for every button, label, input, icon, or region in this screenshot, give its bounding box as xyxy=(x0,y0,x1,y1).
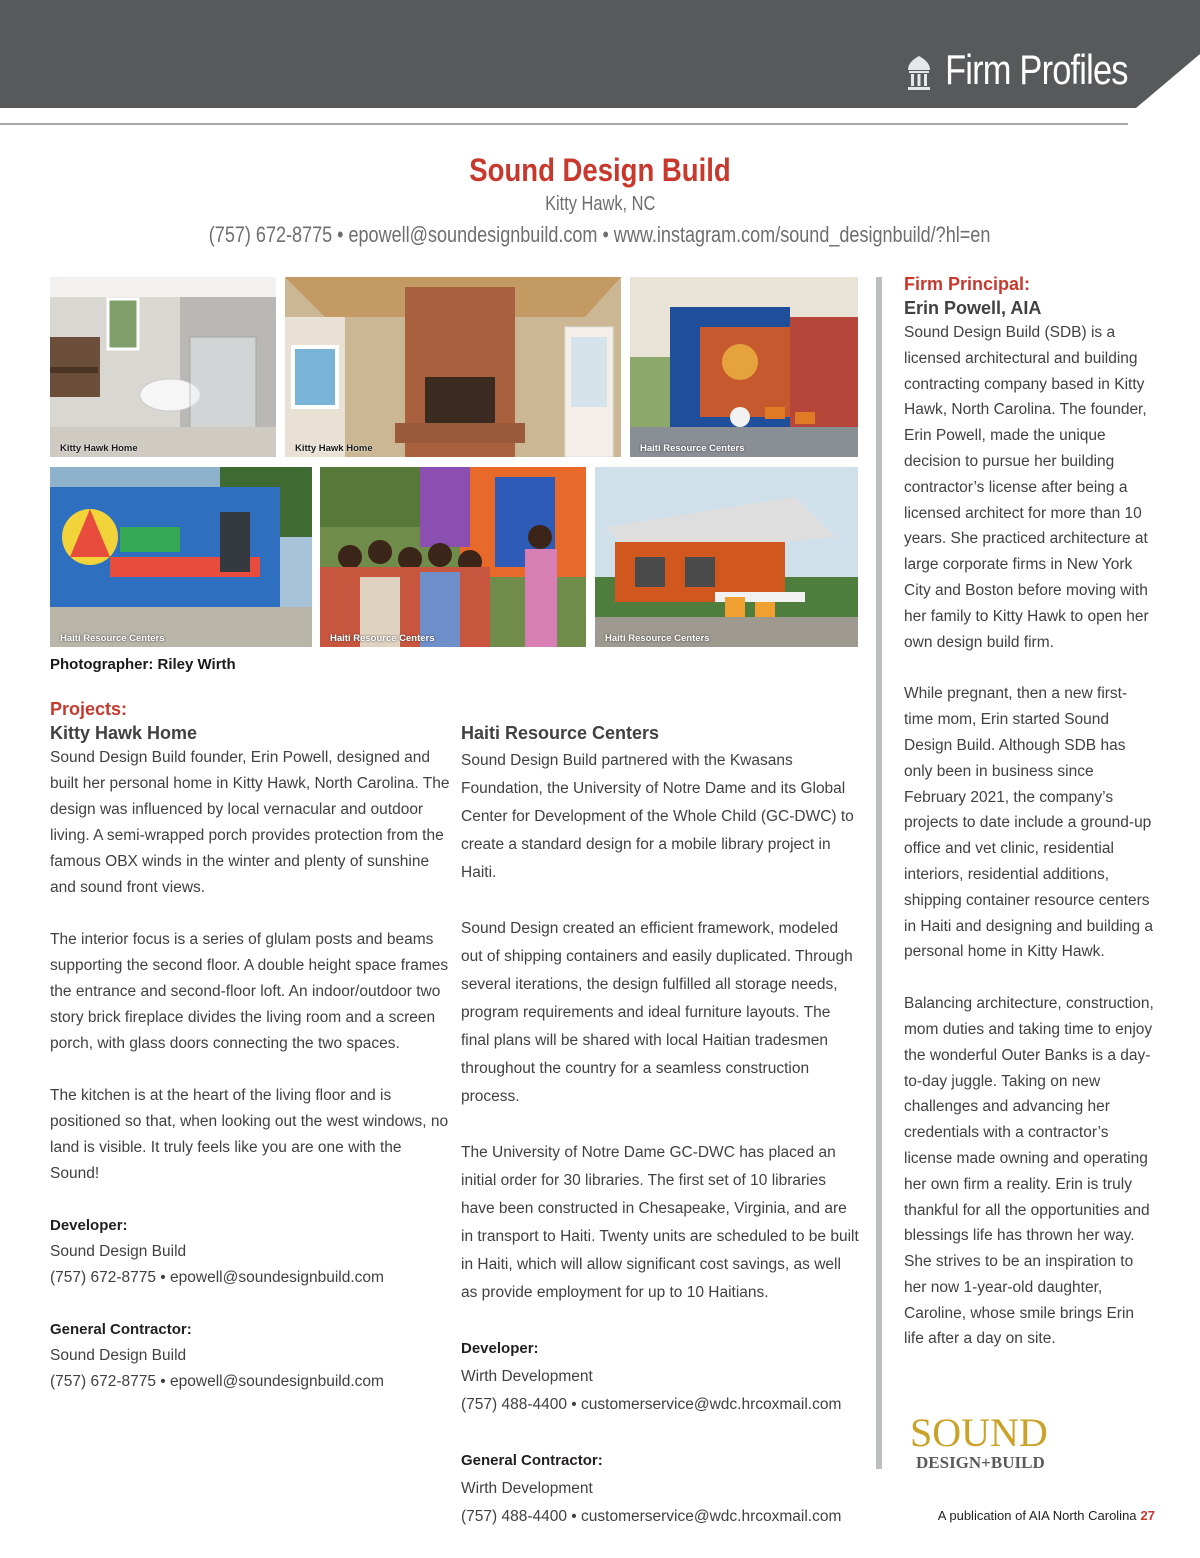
photographer-credit: Photographer: Riley Wirth xyxy=(50,656,236,673)
haiti-column xyxy=(461,721,861,1531)
kitty-hawk-paragraph-2: The interior focus is a series of glulam posts and beams supporting the second floor. A double height space frames the entrance and second-floor loft. An indoor/outdoor two story brick fireplace divides the living room and a screen porch, with glass doors connecting the two spaces. xyxy=(50,931,449,1052)
photo-haiti-children xyxy=(320,467,586,647)
section-title xyxy=(945,46,1128,94)
kitty-hawk-column xyxy=(50,697,450,1395)
principal-column xyxy=(904,272,1154,1352)
kitty-gc-label: General Contractor: xyxy=(50,1321,192,1338)
principal-heading: Firm Principal: xyxy=(904,274,1031,294)
publication-name: A publication of AIA North Carolina xyxy=(937,1508,1137,1523)
haiti-developer-name: Wirth Development xyxy=(461,1368,593,1385)
kitty-developer-label: Developer: xyxy=(50,1217,128,1234)
firm-contact: (757) 672-8775 • epowell@soundesignbuild.com • www.instagram.com/sound_designbuild/?hl=en xyxy=(209,222,991,247)
photo-caption: Haiti Resource Centers xyxy=(640,443,745,454)
kitty-developer-name: Sound Design Build xyxy=(50,1243,187,1260)
section-title-word2: Profiles xyxy=(1019,46,1128,93)
section-title-word1: Firm xyxy=(945,46,1011,93)
aia-column-icon xyxy=(904,54,934,92)
photo-caption: Haiti Resource Centers xyxy=(60,633,165,644)
firm-location: Kitty Hawk, NC xyxy=(544,193,656,215)
photo-haiti-render xyxy=(595,467,858,647)
page-number: 27 xyxy=(1140,1508,1155,1523)
principal-paragraph-3: Balancing architecture, construction, mom duties and taking time to enjoy the wonderful Outer Banks is a day-to-day juggle. Taking on new challenges and advancing her credentials with a contractor’s license made owning and operating her own firm a reality. Erin is truly thankful for all the opportunities and blessings life has thrown her way. She strives to be an inspiration to her now 1-year-old daughter, Caroline, whose smile brings Erin life after a day on site. xyxy=(904,995,1154,1348)
header-rule xyxy=(0,123,1128,125)
principal-paragraph-1: Sound Design Build (SDB) is a licensed architectural and building contracting company based in Kitty Hawk, North Carolina. The founder, Erin Powell, made the unique decision to pursue her building contractor’s license after being a licensed architect for more than 10 years. She practiced architecture at large corporate firms in New York City and Boston before moving with her family to Kitty Hawk to open her own design build firm. xyxy=(904,324,1149,651)
photo-bathroom xyxy=(50,277,276,457)
page-footer xyxy=(938,1508,1155,1523)
photo-haiti-interior xyxy=(630,277,858,457)
haiti-paragraph-1: Sound Design Build partnered with the Kwasans Foundation, the University of Notre Dame and its Global Center for Development of the Whole Child (GC-DWC) to create a standard design for a mobile library project in Haiti. xyxy=(461,752,854,881)
logo-word2: DESIGN+BUILD xyxy=(916,1453,1045,1472)
photo-fireplace xyxy=(285,277,621,457)
principal-paragraph-2: While pregnant, then a new first-time mom, Erin started Sound Design Build. Although SDB has only been in business since February 2021, the company’s projects to date include a ground-up office and vet clinic, residential interiors, residential additions, shipping container resource centers in Haiti and designing and building a personal home in Kitty Hawk. xyxy=(904,685,1154,961)
firm-name: Sound Design Build xyxy=(469,152,731,188)
kitty-hawk-paragraph-3: The kitchen is at the heart of the living floor and is positioned so that, when looking out the west windows, no land is visible. It truly feels like you are one with the Sound! xyxy=(50,1087,449,1182)
haiti-gc-label: General Contractor: xyxy=(461,1452,603,1469)
sidebar-divider xyxy=(876,277,882,1469)
haiti-developer-contact: (757) 488-4400 • customerservice@wdc.hrcoxmail.com xyxy=(461,1396,842,1413)
haiti-developer-label: Developer: xyxy=(461,1340,539,1357)
kitty-hawk-title: Kitty Hawk Home xyxy=(50,723,198,743)
logo-word1: SOUND xyxy=(910,1410,1048,1455)
principal-name: Erin Powell, AIA xyxy=(904,298,1042,318)
haiti-title: Haiti Resource Centers xyxy=(461,723,660,743)
kitty-gc-contact: (757) 672-8775 • epowell@soundesignbuild.com xyxy=(50,1373,384,1390)
kitty-developer-contact: (757) 672-8775 • epowell@soundesignbuild.com xyxy=(50,1269,384,1286)
haiti-gc-contact: (757) 488-4400 • customerservice@wdc.hrcoxmail.com xyxy=(461,1508,842,1525)
photo-caption: Kitty Hawk Home xyxy=(60,443,138,454)
photo-caption: Haiti Resource Centers xyxy=(330,633,435,644)
photo-caption: Kitty Hawk Home xyxy=(295,443,373,454)
kitty-gc-name: Sound Design Build xyxy=(50,1347,187,1364)
photo-caption: Haiti Resource Centers xyxy=(605,633,710,644)
photo-container-mural xyxy=(50,467,312,647)
sound-design-build-logo xyxy=(906,1400,1076,1472)
haiti-paragraph-3: The University of Notre Dame GC-DWC has placed an initial order for 30 libraries. The first set of 10 libraries have been constructed in Chesapeake, Virginia, and are in transport to Haiti. Twenty units are scheduled to be built in Haiti, which will allow significant cost savings, as well as provide employment for up to 10 Haitians. xyxy=(461,1144,859,1301)
haiti-paragraph-2: Sound Design created an efficient framework, modeled out of shipping containers and easily duplicated. Through several iterations, the design fulfilled all storage needs, program requirements and ideal furniture layouts. The final plans will be shared with local Haitian tradesmen throughout the country for a seamless construction process. xyxy=(461,920,853,1105)
projects-heading: Projects: xyxy=(50,699,128,719)
kitty-hawk-paragraph-1: Sound Design Build founder, Erin Powell, designed and built her personal home in Kitty Hawk, North Carolina. The design was influenced by local vernacular and outdoor living. A semi-wrapped porch provides protection from the famous OBX winds in the winter and plenty of sunshine and sound front views. xyxy=(50,749,450,896)
haiti-gc-name: Wirth Development xyxy=(461,1480,593,1497)
